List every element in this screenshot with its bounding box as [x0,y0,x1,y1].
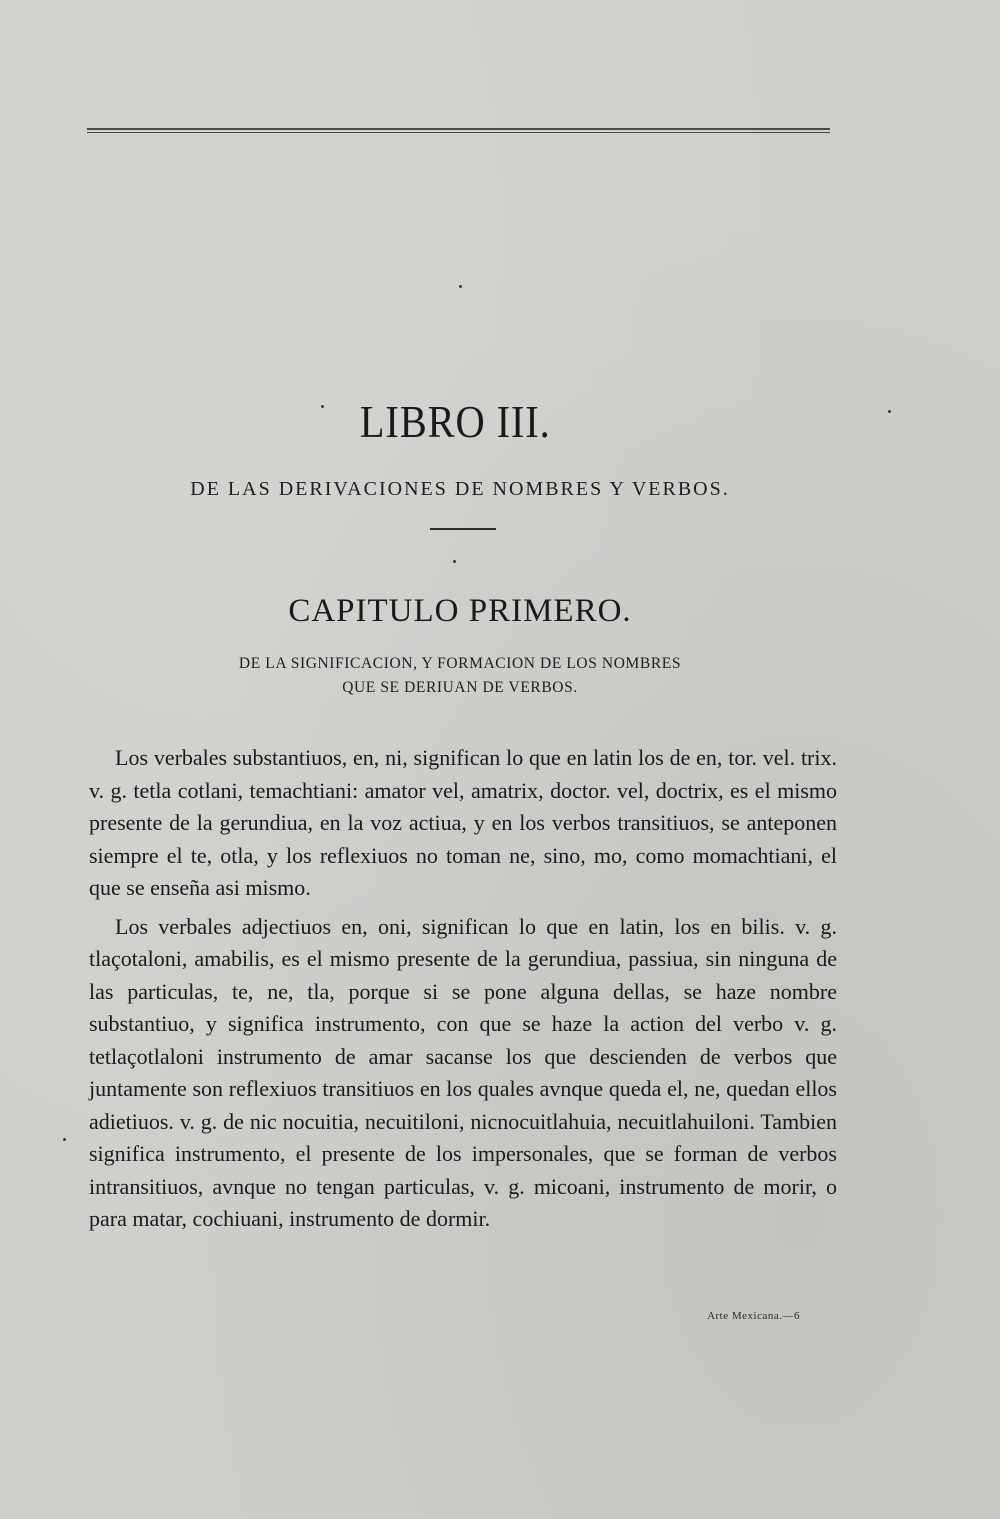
book-title: LIBRO III. [359,396,551,447]
paper-speck [459,285,462,288]
chapter-subtitle [110,652,810,700]
chapter-title: CAPITULO PRIMERO. [288,593,632,629]
chapter-subtitle-line-2: QUE SE DERIUAN DE VERBOS. [342,679,578,696]
paragraph-1: Los verbales substantiuos, en, ni, significan lo que en latin los de en, tor. vel. trix. v. g. tetla cotlani, temachtiani: amator vel, amatrix, doctor. vel, doctrix, es el mismo presente de la gerundiua, en la voz actiua, y en los verbos transitiuos, se anteponen siempre el te, otla, y los reflexiuos no toman ne, sino, mo, como momachtiani, el que se enseña asi mismo. [89,745,837,900]
book-subtitle: DE LAS DERIVACIONES DE NOMBRES Y VERBOS. [190,478,730,500]
paper-speck [321,405,324,408]
paper-speck [63,1138,66,1141]
paper-speck [888,410,891,413]
chapter-subtitle-line-1: DE LA SIGNIFICACION, Y FORMACION DE LOS NOMBRES [238,655,682,672]
printer-signature: Arte Mexicana.—6 [707,1310,800,1322]
body-text [89,742,837,1242]
paper-speck [453,560,456,563]
header-double-rule [87,128,830,133]
paragraph-2: Los verbales adjectiuos en, oni, significan lo que en latin, los en bilis. v. g. tlaçotaloni, amabilis, es el mismo presente de la gerundiua, passiua, sin ninguna de las particulas, te, ne, tla, porque si se pone alguna dellas, se haze nombre substantiuo, y significa instrumento, con que se haze la action del verbo v. g. tetlaçotlaloni instrumento de amar sacanse los que descienden de verbos que juntamente son reflexiuos transitiuos en los quales avnque queda el, ne, quedan ellos adietiuos. v. g. de nic nocuitia, necuitiloni, nicnocuitlahuia, necuitlahuiloni. Tambien significa instrumento, el presente de los impersonales, que se forman de verbos intransitiuos, avnque no tengan particulas, v. g. micoani, instrumento de morir, o para matar, cochiuani, instrumento de dormir. [89,913,837,1231]
section-divider [430,528,496,530]
